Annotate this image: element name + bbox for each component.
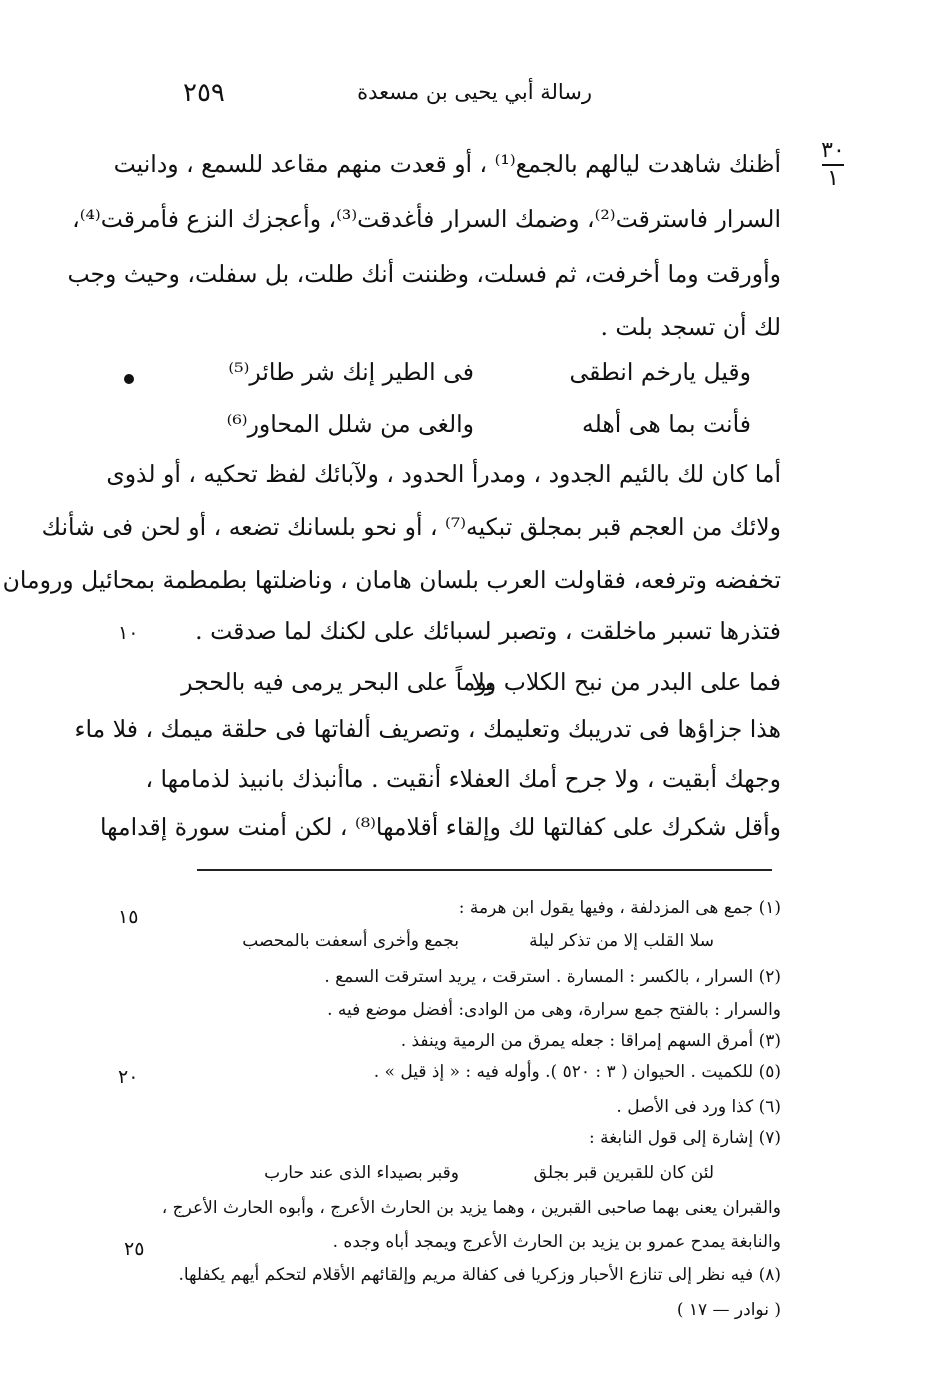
line-number: ١٠ xyxy=(118,622,139,644)
footnote-verse-right: لئن كان للقبرين قبر بجلق xyxy=(533,1163,714,1183)
running-title: رسالة أبي يحيى بن مسعدة xyxy=(357,80,592,104)
verse-hemistich-right: فما على البدر من نبح الكلاب ولا xyxy=(471,668,781,696)
body-line: السرار فاسترقت⁽²⁾، وضمك السرار فأغدقت⁽³⁾، وأعجزك النزع فأمرقت⁽⁴⁾، xyxy=(72,205,781,233)
body-line: تخفضه وترفعه، فقاولت العرب بلسان هامان ، وناضلتها بطمطمة بمحائيل ورومان xyxy=(2,566,781,594)
line-number: ٢٠ xyxy=(118,1066,139,1088)
body-line: هذا جزاؤها فى تدريبك وتعليمك ، وتصريف ألفاتها فى حلقة ميمك ، فلا ماء xyxy=(74,715,781,743)
verse-hemistich-right: وقيل يارخم انطقى xyxy=(569,358,751,386)
body-line: لك أن تسجد بلت . xyxy=(600,313,781,341)
body-line: فتذرها تسبر ماخلقت ، وتصبر لسبائك على لكنك لما صدقت . xyxy=(195,617,781,645)
footnote-5: (٥) للكميت . الحيوان ( ٣ : ٥٢٠ ). وأوله فيه : « إذ قيل » . xyxy=(373,1062,781,1082)
body-line: ولائك من العجم قبر بمجلق تبكيه⁽⁷⁾ ، أو نحو بلسانك تضعه ، أو لحن فى شأنك xyxy=(41,513,781,541)
body-line: وأورقت وما أخرفت، ثم فسلت، وظننت أنك طلت، بل سفلت، وحيث وجب xyxy=(67,260,781,288)
body-line: وأقل شكرك على كفالتها لك وإلقاء أقلامها⁽⁸⁾ ، لكن أمنت سورة إقدامها xyxy=(100,813,781,841)
footnote-7-cont: والقبران يعنى بهما صاحبى القبرين ، وهما يزيد بن الحارث الأعرج ، وأبوه الحارث الأعرج ، xyxy=(161,1198,781,1218)
page-header xyxy=(0,78,944,112)
signature-mark: ( نوادر — ١٧ ) xyxy=(676,1300,781,1320)
footnote-2-cont: والسرار : بالفتح جمع سرارة، وهى من الوادى: أفضل موضع فيه . xyxy=(327,1000,781,1020)
body-line: أما كان لك بالئيم الجدود ، ومدرأ الحدود ، ولآبائك لفظ تحكيه ، أو لذوى xyxy=(106,460,781,488)
verse-hemistich-left: يوماً على البحر يرمى فيه بالحجر xyxy=(181,668,494,696)
verse-hemistich-left: والغى من شلل المحاور⁽⁶⁾ xyxy=(226,410,474,438)
paragraph-marker xyxy=(818,140,848,190)
footnote-3: (٣) أمرق السهم إمراقا : جعله يمرق من الرمية وينفذ . xyxy=(400,1031,781,1051)
footnote-verse-left: بجمع وأخرى أسعفت بالمحصب xyxy=(242,931,459,951)
footnote-verse-left: وقبر بصيداء الذى عند حارب xyxy=(264,1163,459,1183)
line-number: ١٥ xyxy=(118,906,139,928)
footnote-7: (٧) إشارة إلى قول النابغة : xyxy=(588,1128,781,1148)
page-number: ٢٥٩ xyxy=(183,78,225,108)
verse-hemistich-right: فأنت بما هى أهله xyxy=(582,410,751,438)
footnote-7-cont: والنابغة يمدح عمرو بن يزيد بن الحارث الأعرج ويمجد أباه وجده . xyxy=(332,1232,781,1252)
footnote-verse-right: سلا القلب إلا من تذكر ليلة xyxy=(529,931,714,951)
footnote-2: (٢) السرار ، بالكسر : المسارة . استرقت ، يريد استرقت السمع . xyxy=(324,967,781,987)
paragraph-marker-top: ٣٠ xyxy=(821,138,845,163)
body-line: وجهك أبقيت ، ولا جرح أمك العفلاء أنقيت . ماأنبذك بانبيذ لذمامها ، xyxy=(145,765,781,793)
bullet-mark xyxy=(124,374,134,384)
line-number: ٢٥ xyxy=(124,1238,145,1260)
paragraph-marker-bottom: ١ xyxy=(827,165,839,191)
footnote-6: (٦) كذا ورد فى الأصل . xyxy=(616,1097,781,1117)
footnote-8: (٨) فيه نظر إلى تنازع الأحبار وزكريا فى كفالة مريم وإلقائهم الأقلام لتحكم أيهم يكفلها. xyxy=(178,1265,781,1285)
body-line: أظنك شاهدت ليالهم بالجمع⁽¹⁾ ، أو قعدت منهم مقاعد للسمع ، ودانيت xyxy=(113,150,781,178)
footnote-rule xyxy=(197,869,772,871)
verse-hemistich-left: فى الطير إنك شر طائر⁽⁵⁾ xyxy=(228,358,474,386)
footnote-1: (١) جمع هى المزدلفة ، وفيها يقول ابن هرمة : xyxy=(458,898,781,918)
